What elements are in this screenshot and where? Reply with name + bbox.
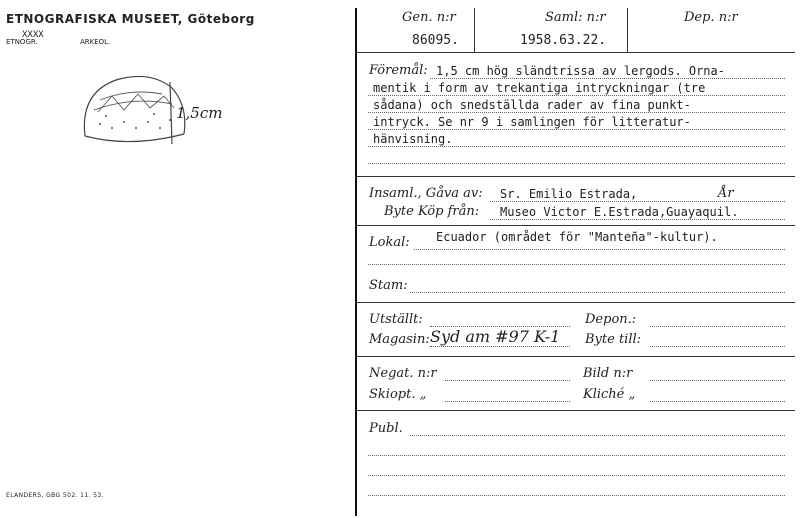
foremal-dots-1 [430,78,785,79]
depon-dots [650,326,785,327]
printer-mark: ELANDERS, GBG 502. 11. 53. [6,492,104,499]
foremal-dots-2 [368,95,785,96]
dept-arkeol: ARKEOL. [80,38,111,46]
byte-label: Byte Köp från: [384,204,480,219]
lokal-dots-1 [414,249,785,250]
skiopt-label: Skiopt. „ [369,387,427,402]
insaml-label: Insaml., Gåva av: [369,186,483,201]
byte-till-dots [650,346,785,347]
utstallt-bottom-rule [357,356,795,357]
magasin-dots [430,346,570,347]
museum-name: ETNOGRAFISKA MUSEET, Göteborg [6,12,255,26]
card-divider [355,8,357,516]
foremal-line-1: 1,5 cm hög sländtrissa av lergods. Orna- [436,64,725,78]
foremal-line-2: mentik i form av trekantiga intryckningar (tre [373,81,706,95]
stam-dots [410,292,785,293]
gen-label: Gen. n:r [402,10,456,25]
negat-dots [445,380,570,381]
foremal-line-4: intryck. Se nr 9 i samlingen för litteratur- [373,115,691,129]
publ-dots-3 [368,475,785,476]
utstallt-label: Utställt: [369,312,423,327]
insaml-value: Sr. Emilio Estrada, [500,187,638,201]
kliche-dots [650,401,785,402]
dep-label: Dep. n:r [684,10,738,25]
ar-label: År [718,186,734,201]
insaml-dots-2 [490,219,785,220]
header-sep-1 [474,8,475,52]
foremal-dots-5 [368,146,785,147]
stam-label: Stam: [369,278,408,293]
lokal-label: Lokal: [369,235,410,250]
xxxx-mark: XXXX [22,30,44,40]
dept-etnogr: ETNOGR. [6,38,38,46]
insaml-bottom-rule [357,225,795,226]
saml-value: 1958.63.22. [520,33,607,48]
foremal-dots-6 [368,163,785,164]
byte-till-label: Byte till: [585,332,642,347]
negat-label: Negat. n:r [369,366,437,381]
byte-value: Museo Victor E.Estrada,Guayaquil. [500,205,739,219]
foremal-label: Föremål: [369,63,428,78]
header-bottom-rule [357,52,795,53]
magasin-value: Syd am #97 K-1 [430,327,561,346]
gen-value: 86095. [412,33,459,48]
bild-label: Bild n:r [583,366,633,381]
lokal-dots-2 [368,264,785,265]
foremal-line-5: hänvisning. [373,132,453,146]
publ-label: Publ. [369,421,403,436]
skiopt-dots [445,401,570,402]
saml-label: Saml: n:r [545,10,606,25]
foremal-bottom-rule [357,176,795,177]
depon-label: Depon.: [585,312,637,327]
foremal-dots-4 [368,129,785,130]
publ-dots-2 [368,455,785,456]
magasin-label: Magasin: [369,332,430,347]
lokal-value: Ecuador (området för "Manteña"-kultur). [436,230,718,244]
foremal-line-3: sådana) och snedställda rader av fina punkt- [373,98,691,112]
foremal-dots-3 [368,112,785,113]
insaml-dots-1 [490,201,785,202]
bild-dots [650,380,785,381]
kliche-label: Kliché „ [583,387,636,402]
scale-note: 1,5cm [176,104,223,122]
negat-bottom-rule [357,410,795,411]
header-sep-2 [627,8,628,52]
utstallt-dots [430,326,570,327]
publ-dots-4 [368,495,785,496]
publ-dots-1 [410,435,785,436]
stam-bottom-rule [357,302,795,303]
